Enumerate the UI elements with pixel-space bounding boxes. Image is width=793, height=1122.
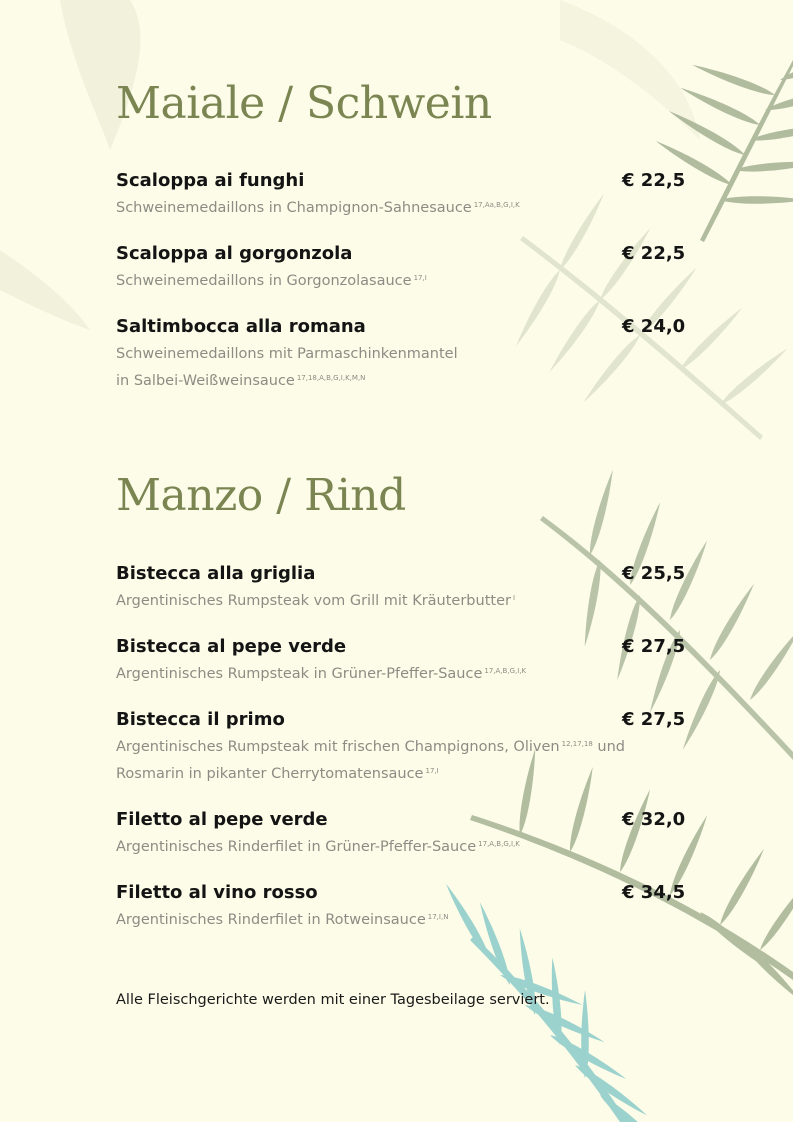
dish-name: Scaloppa al gorgonzola (116, 243, 353, 264)
allergen-codes: 17,A,B,G,I,K (478, 840, 520, 848)
description-text: Argentinisches Rinderfilet in Rotweinsauce (116, 912, 426, 928)
dish-name: Bistecca al pepe verde (116, 636, 347, 657)
dish-description (116, 839, 520, 855)
dish-price: € 27,5 (622, 636, 686, 657)
dish-price: € 22,5 (622, 170, 686, 191)
description-text: Schweinemedaillons in Gorgonzolasauce (116, 273, 412, 289)
dish-description (116, 273, 427, 289)
description-text: Argentinisches Rumpsteak in Grüner-Pfeffer-Sauce (116, 666, 483, 682)
dish-name: Filetto al pepe verde (116, 809, 328, 830)
section-title-maiale: Maiale / Schwein (116, 78, 492, 129)
description-text: Argentinisches Rinderfilet in Grüner-Pfeffer-Sauce (116, 839, 477, 855)
dish-description (116, 739, 625, 755)
description-text: und (597, 739, 625, 755)
dish-name: Bistecca il primo (116, 709, 285, 730)
dish-description (116, 200, 520, 216)
allergen-codes: 17,18,A,B,G,I,K,M,N (296, 374, 366, 382)
description-text: Schweinemedaillons mit Parmaschinkenmantel (116, 346, 458, 362)
allergen-codes: 17,Aa,B,G,I,K (473, 201, 520, 209)
dish-price: € 32,0 (622, 809, 686, 830)
dish-name: Scaloppa ai funghi (116, 170, 305, 191)
allergen-codes: 17,I (425, 767, 439, 775)
description-text: Rosmarin in pikanter Cherrytomatensauce (116, 766, 424, 782)
dish-description (116, 373, 365, 389)
allergen-codes: 17,I (413, 274, 427, 282)
dish-name: Filetto al vino rosso (116, 882, 318, 903)
dish-description (116, 666, 526, 682)
allergen-codes: 17,A,B,G,I,K (484, 667, 527, 675)
description-text: Argentinisches Rumpsteak vom Grill mit Kräuterbutter (116, 593, 511, 609)
dish-name: Saltimbocca alla romana (116, 316, 366, 337)
dish-description (116, 593, 515, 609)
dish-price: € 22,5 (622, 243, 686, 264)
dish-price: € 24,0 (622, 316, 686, 337)
dish-name: Bistecca alla griglia (116, 563, 316, 584)
dish-description (116, 912, 448, 928)
description-text: Schweinemedaillons in Champignon-Sahnesauce (116, 200, 472, 216)
allergen-codes: 17,I,N (427, 913, 449, 921)
description-text: Argentinisches Rumpsteak mit frischen Champignons, Oliven (116, 739, 560, 755)
description-text: in Salbei-Weißweinsauce (116, 373, 295, 389)
allergen-codes: 12,17,18 (561, 740, 593, 748)
dish-price: € 34,5 (622, 882, 686, 903)
allergen-codes: I (512, 594, 516, 602)
side-dish-note: Alle Fleischgerichte werden mit einer Tagesbeilage serviert. (116, 992, 550, 1008)
dish-price: € 25,5 (622, 563, 686, 584)
dish-description (116, 766, 439, 782)
dish-description (116, 346, 458, 362)
section-title-manzo: Manzo / Rind (116, 470, 406, 521)
dish-price: € 27,5 (622, 709, 686, 730)
